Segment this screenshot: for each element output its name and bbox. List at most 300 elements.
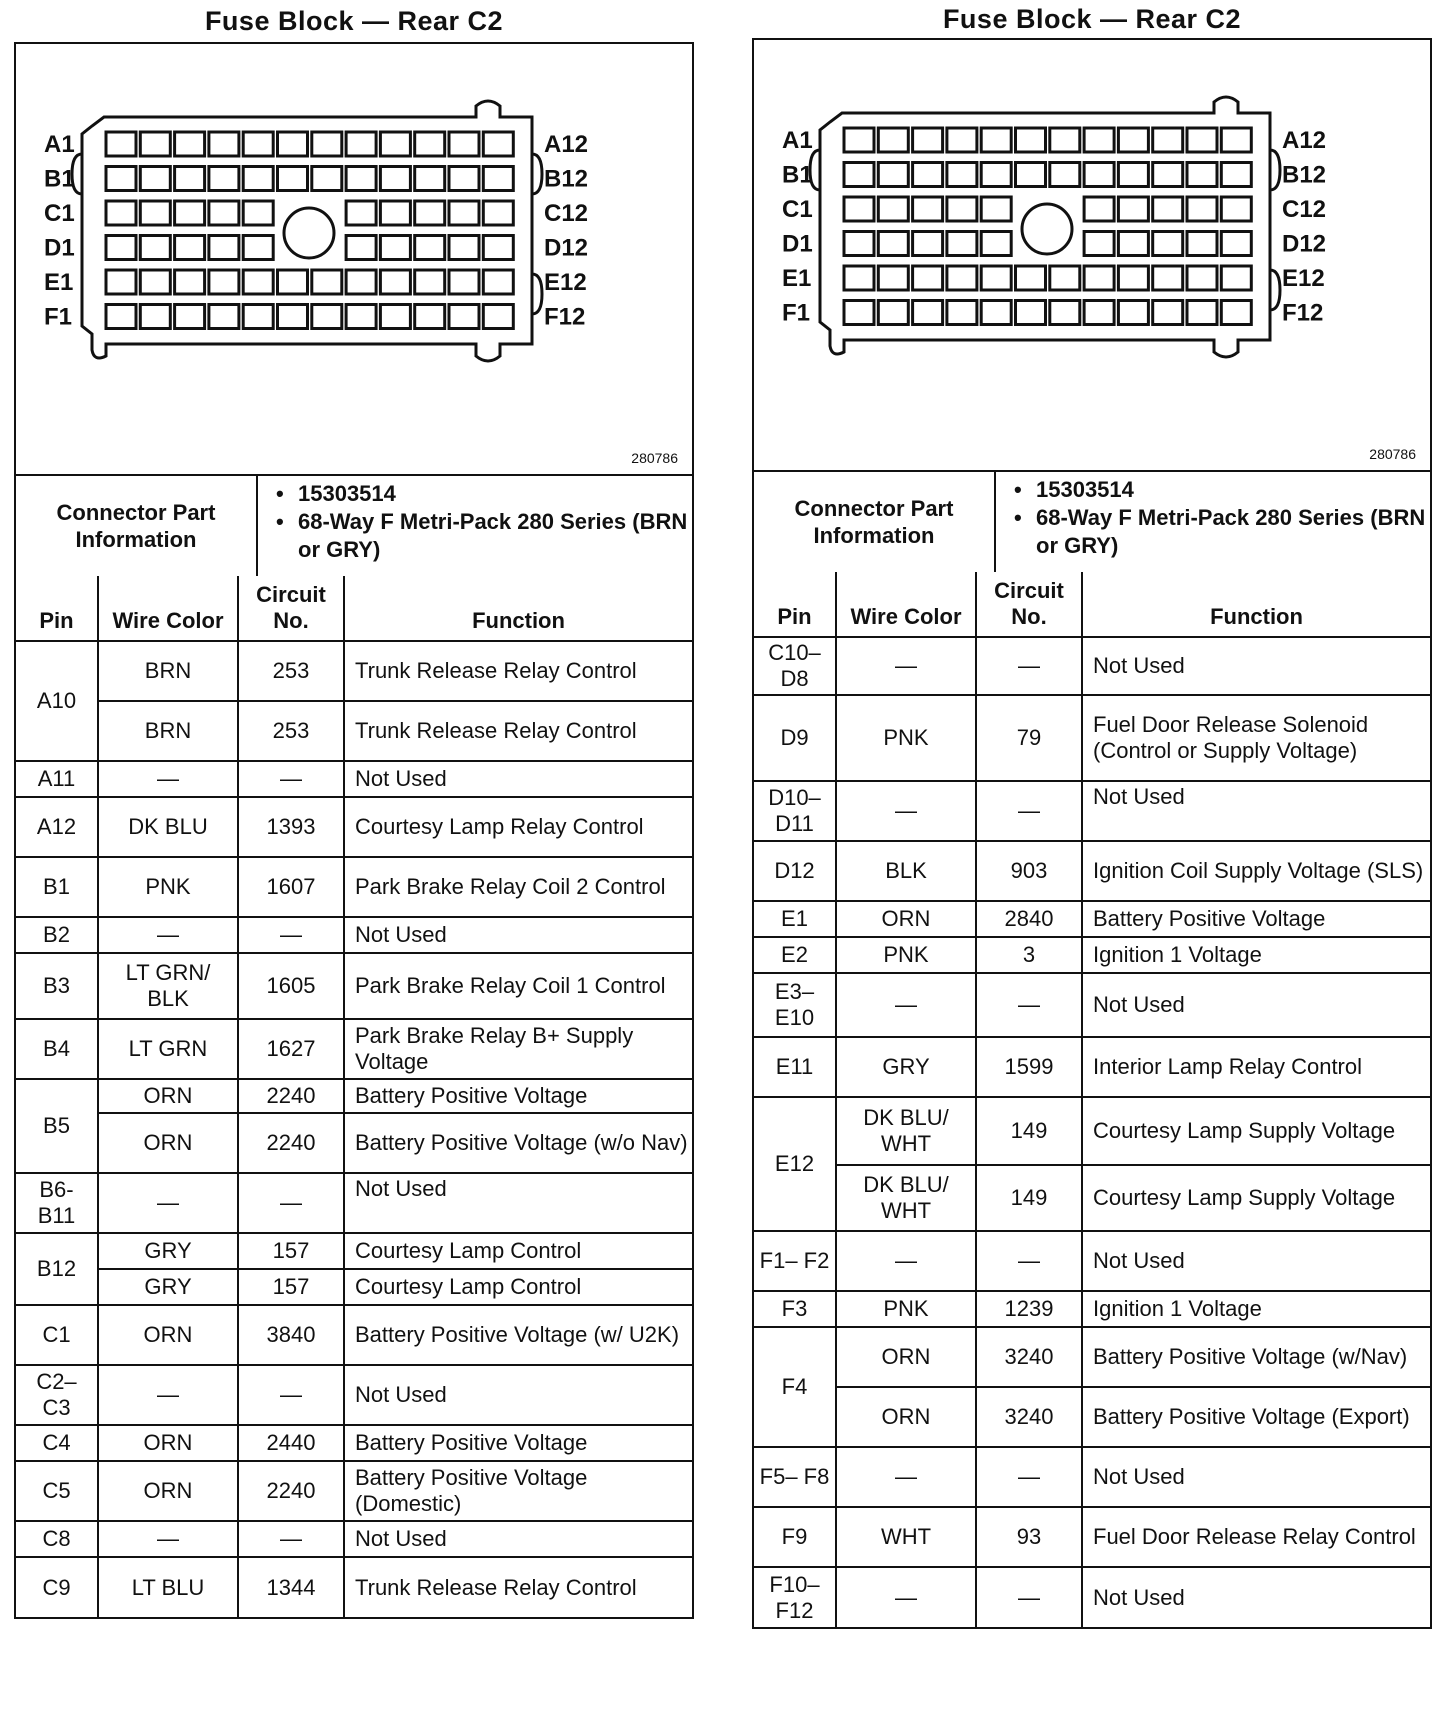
cavity-grid [844, 128, 1251, 325]
wire-cell: GRY [98, 1269, 238, 1305]
function-cell: Not Used [1082, 1231, 1430, 1291]
cavity [483, 305, 513, 329]
pin-cell: C10– D8 [754, 637, 836, 695]
circuit-cell: 3 [976, 937, 1082, 973]
function-cell: Trunk Release Relay Control [344, 1557, 692, 1617]
table-row [16, 1269, 692, 1305]
cavity [483, 132, 513, 156]
cavity [209, 236, 239, 260]
table-row [16, 1079, 692, 1113]
wire-cell: — [98, 1521, 238, 1557]
cavity [1187, 128, 1217, 152]
cavity [1153, 197, 1183, 221]
table-row [754, 1097, 1430, 1165]
cavity [878, 266, 908, 290]
cavity [175, 132, 205, 156]
wire-cell: — [836, 973, 976, 1037]
cavity [1016, 128, 1046, 152]
cavity [380, 132, 410, 156]
cavity [1016, 163, 1046, 187]
circuit-cell: 253 [238, 641, 344, 701]
cavity [1050, 266, 1080, 290]
function-cell: Trunk Release Relay Control [344, 701, 692, 761]
wire-cell: ORN [98, 1305, 238, 1365]
cavity [913, 128, 943, 152]
table-row [754, 901, 1430, 937]
cavity [140, 132, 170, 156]
function-cell: Courtesy Lamp Supply Voltage [1082, 1097, 1430, 1165]
circuit-cell: 93 [976, 1507, 1082, 1567]
cavity [106, 132, 136, 156]
function-cell: Not Used [344, 1521, 692, 1557]
cavity [346, 305, 376, 329]
wire-cell: BRN [98, 701, 238, 761]
row-label-left: B1 [782, 161, 813, 189]
pin-cell: B5 [16, 1079, 98, 1173]
pin-cell: C4 [16, 1425, 98, 1461]
cavity [346, 132, 376, 156]
table-row [754, 937, 1430, 973]
cavity [175, 236, 205, 260]
function-cell: Courtesy Lamp Relay Control [344, 797, 692, 857]
wire-cell: — [836, 637, 976, 695]
cavity [209, 270, 239, 294]
wire-cell: — [836, 1231, 976, 1291]
function-cell: Park Brake Relay Coil 2 Control [344, 857, 692, 917]
function-cell: Battery Positive Voltage [344, 1079, 692, 1113]
row-label-left: F1 [44, 303, 73, 331]
table-row [16, 1521, 692, 1557]
cavity [1050, 163, 1080, 187]
circuit-cell: — [976, 1231, 1082, 1291]
pin-cell: B2 [16, 917, 98, 953]
cavity [243, 167, 273, 191]
cavity [981, 232, 1011, 256]
cavity [1187, 232, 1217, 256]
table-row [16, 1173, 692, 1233]
row-label-right: D12 [544, 234, 589, 262]
row-label-right: D12 [1282, 230, 1327, 258]
header-wire-color: Wire Color [98, 576, 238, 641]
cavity [415, 270, 445, 294]
right-connector-svg [754, 40, 1430, 470]
left-figure-number: 280786 [631, 450, 678, 466]
pin-cell: F3 [754, 1291, 836, 1327]
right-panel [752, 0, 1432, 1629]
function-cell: Battery Positive Voltage (Domestic) [344, 1461, 692, 1521]
function-cell: Battery Positive Voltage (w/ U2K) [344, 1305, 692, 1365]
cavity [106, 270, 136, 294]
right-part-number: • 15303514 [1036, 476, 1430, 504]
wire-cell: ORN [98, 1461, 238, 1521]
row-label-right: A12 [544, 131, 589, 158]
cavity [1221, 163, 1251, 187]
pin-cell: C8 [16, 1521, 98, 1557]
wire-cell: ORN [98, 1425, 238, 1461]
header-wire-color: Wire Color [836, 572, 976, 637]
header-function: Function [1082, 572, 1430, 637]
cavity [844, 266, 874, 290]
function-cell: Battery Positive Voltage (Export) [1082, 1387, 1430, 1447]
cavity [947, 128, 977, 152]
row-labels [44, 131, 588, 331]
table-row [754, 1507, 1430, 1567]
wire-cell: WHT [836, 1507, 976, 1567]
cavity [981, 301, 1011, 325]
cavity [243, 201, 273, 225]
function-cell: Ignition 1 Voltage [1082, 937, 1430, 973]
wire-cell: ORN [836, 901, 976, 937]
cavity [981, 128, 1011, 152]
table-row [16, 1365, 692, 1425]
pin-cell: F10– F12 [754, 1567, 836, 1627]
function-cell: Not Used [344, 761, 692, 797]
cavity [844, 163, 874, 187]
circuit-cell: 3240 [976, 1327, 1082, 1387]
table-row [754, 973, 1430, 1037]
function-cell: Not Used [344, 917, 692, 953]
row-label-left: E1 [782, 265, 812, 292]
cavity [981, 197, 1011, 221]
cavity [1153, 232, 1183, 256]
header-circuit-no: Circuit No. [976, 572, 1082, 637]
table-row [16, 701, 692, 761]
cavity [878, 163, 908, 187]
row-label-right: E12 [544, 269, 587, 296]
row-label-right: B12 [1282, 161, 1327, 189]
row-label-left: F1 [782, 299, 811, 327]
circuit-cell: 2840 [976, 901, 1082, 937]
cavity [1221, 197, 1251, 221]
wire-cell: ORN [98, 1079, 238, 1113]
cavity [175, 270, 205, 294]
cavity [483, 167, 513, 191]
cavity [106, 236, 136, 260]
wire-cell: — [98, 761, 238, 797]
cavity [1187, 163, 1217, 187]
table-row [16, 797, 692, 857]
circuit-cell: — [976, 781, 1082, 841]
right-sheet [752, 38, 1432, 1629]
cavity [1153, 163, 1183, 187]
right-connector-info [754, 470, 1430, 572]
wire-cell: — [836, 781, 976, 841]
cavity [1187, 301, 1217, 325]
cavity [844, 232, 874, 256]
cavity [449, 305, 479, 329]
function-cell: Battery Positive Voltage (w/Nav) [1082, 1327, 1430, 1387]
cavity [1187, 197, 1217, 221]
cavity [483, 270, 513, 294]
cavity [1221, 266, 1251, 290]
cavity [278, 305, 308, 329]
circuit-cell: 157 [238, 1269, 344, 1305]
table-row [754, 1327, 1430, 1387]
cavity [380, 270, 410, 294]
table-row [16, 1233, 692, 1269]
cavity [878, 301, 908, 325]
circuit-cell: 1393 [238, 797, 344, 857]
pin-cell: B12 [16, 1233, 98, 1305]
circuit-cell: — [238, 1521, 344, 1557]
circuit-cell: 903 [976, 841, 1082, 901]
row-label-left: A1 [44, 131, 75, 158]
circuit-cell: 2240 [238, 1079, 344, 1113]
cavity [346, 201, 376, 225]
table-row [754, 1567, 1430, 1627]
cavity [380, 305, 410, 329]
cavity [278, 132, 308, 156]
function-cell: Interior Lamp Relay Control [1082, 1037, 1430, 1097]
circuit-cell: 149 [976, 1097, 1082, 1165]
function-cell: Park Brake Relay Coil 1 Control [344, 953, 692, 1019]
table-row [754, 695, 1430, 781]
cavity [1084, 163, 1114, 187]
left-connector-svg [16, 44, 692, 474]
wire-cell: DK BLU [98, 797, 238, 857]
function-cell: Not Used [344, 1173, 692, 1233]
cavity [1118, 301, 1148, 325]
pin-cell: F1– F2 [754, 1231, 836, 1291]
cavity [175, 201, 205, 225]
function-cell: Fuel Door Release Solenoid (Control or Supply Voltage) [1082, 695, 1430, 781]
function-cell: Battery Positive Voltage [1082, 901, 1430, 937]
table-row [754, 1387, 1430, 1447]
row-label-left: A1 [782, 127, 813, 154]
cavity [1084, 197, 1114, 221]
circuit-cell: 1605 [238, 953, 344, 1019]
cavity [243, 132, 273, 156]
circuit-cell: 149 [976, 1165, 1082, 1231]
table-header-row [16, 576, 692, 641]
cavity [1187, 266, 1217, 290]
cavity [106, 201, 136, 225]
table-row [16, 1461, 692, 1521]
cavity [1084, 301, 1114, 325]
cavity [981, 266, 1011, 290]
wire-cell: LT GRN [98, 1019, 238, 1079]
circuit-cell: — [238, 761, 344, 797]
cavity [209, 201, 239, 225]
header-function: Function [344, 576, 692, 641]
table-row [16, 1019, 692, 1079]
cavity [106, 167, 136, 191]
function-cell: Not Used [1082, 1567, 1430, 1627]
wire-cell: GRY [836, 1037, 976, 1097]
cavity [878, 197, 908, 221]
function-cell: Not Used [1082, 973, 1430, 1037]
function-cell: Ignition Coil Supply Voltage (SLS) [1082, 841, 1430, 901]
table-header-row [754, 572, 1430, 637]
function-cell: Fuel Door Release Relay Control [1082, 1507, 1430, 1567]
wire-cell: LT GRN/ BLK [98, 953, 238, 1019]
cavity [483, 236, 513, 260]
pin-cell: E1 [754, 901, 836, 937]
pin-cell: D12 [754, 841, 836, 901]
cavity [346, 236, 376, 260]
cavity [947, 232, 977, 256]
function-cell: Courtesy Lamp Control [344, 1233, 692, 1269]
header-pin: Pin [16, 576, 98, 641]
cavity [1084, 266, 1114, 290]
wire-cell: — [98, 917, 238, 953]
circuit-cell: 3840 [238, 1305, 344, 1365]
pin-cell: A11 [16, 761, 98, 797]
header-circuit-no: Circuit No. [238, 576, 344, 641]
cavity [844, 301, 874, 325]
function-cell: Park Brake Relay B+ Supply Voltage [344, 1019, 692, 1079]
header-pin: Pin [754, 572, 836, 637]
wire-cell: — [836, 1447, 976, 1507]
function-cell: Courtesy Lamp Control [344, 1269, 692, 1305]
cavity [449, 270, 479, 294]
pin-cell: C1 [16, 1305, 98, 1365]
left-connector-diagram [16, 44, 692, 474]
pin-cell: A10 [16, 641, 98, 761]
row-label-right: F12 [1282, 299, 1324, 327]
cavity [140, 236, 170, 260]
table-row [754, 1231, 1430, 1291]
function-cell: Battery Positive Voltage (w/o Nav) [344, 1113, 692, 1173]
cavity [415, 167, 445, 191]
cavity [415, 132, 445, 156]
pin-cell: F4 [754, 1327, 836, 1447]
right-pin-table [754, 572, 1430, 1627]
cavity [913, 266, 943, 290]
cavity [209, 132, 239, 156]
cavity [106, 305, 136, 329]
cavity [140, 167, 170, 191]
row-labels [782, 127, 1326, 327]
cavity [449, 236, 479, 260]
cavity-grid [106, 132, 513, 329]
pin-cell: C5 [16, 1461, 98, 1521]
cavity [483, 201, 513, 225]
cavity [175, 167, 205, 191]
wire-cell: PNK [836, 937, 976, 973]
cavity [1084, 232, 1114, 256]
cavity [947, 163, 977, 187]
wire-cell: — [836, 1567, 976, 1627]
cavity [1221, 301, 1251, 325]
row-label-right: B12 [544, 165, 589, 193]
function-cell: Not Used [1082, 1447, 1430, 1507]
cavity [140, 270, 170, 294]
table-row [16, 857, 692, 917]
row-label-right: E12 [1282, 265, 1325, 292]
cavity [380, 201, 410, 225]
cavity [913, 301, 943, 325]
table-row [754, 841, 1430, 901]
cavity [913, 163, 943, 187]
table-row [16, 1557, 692, 1617]
cavity [1118, 128, 1148, 152]
row-label-left: C1 [44, 200, 75, 227]
left-panel [14, 0, 694, 1619]
wire-cell: BLK [836, 841, 976, 901]
cavity [243, 270, 273, 294]
circuit-cell: 3240 [976, 1387, 1082, 1447]
pin-cell: D9 [754, 695, 836, 781]
right-connector-diagram [754, 40, 1430, 470]
circuit-cell: 1344 [238, 1557, 344, 1617]
table-row [754, 1291, 1430, 1327]
wire-cell: PNK [836, 695, 976, 781]
cavity [312, 270, 342, 294]
cavity [947, 266, 977, 290]
wire-cell: ORN [836, 1387, 976, 1447]
cavity [1084, 128, 1114, 152]
table-row [754, 637, 1430, 695]
cavity [243, 236, 273, 260]
wire-cell: — [98, 1365, 238, 1425]
row-label-right: C12 [1282, 196, 1327, 223]
cavity [415, 236, 445, 260]
pin-cell: C9 [16, 1557, 98, 1617]
wire-cell: ORN [98, 1113, 238, 1173]
circuit-cell: — [976, 1447, 1082, 1507]
row-label-left: B1 [44, 165, 75, 193]
right-part-desc: • 68-Way F Metri-Pack 280 Series (BRN or GRY) [1036, 504, 1430, 560]
left-connector-label: Connector Part Information [16, 476, 258, 576]
cavity [380, 167, 410, 191]
cavity [312, 132, 342, 156]
left-part-number: • 15303514 [298, 480, 692, 508]
function-cell: Not Used [344, 1365, 692, 1425]
row-label-left: C1 [782, 196, 813, 223]
pin-cell: E3– E10 [754, 973, 836, 1037]
wire-cell: PNK [836, 1291, 976, 1327]
circuit-cell: — [238, 1365, 344, 1425]
row-label-right: C12 [544, 200, 589, 227]
pin-cell: B6- B11 [16, 1173, 98, 1233]
table-row [16, 953, 692, 1019]
cavity [1153, 266, 1183, 290]
cavity [243, 305, 273, 329]
pin-cell: D10– D11 [754, 781, 836, 841]
circuit-cell: 2240 [238, 1461, 344, 1521]
wire-cell: LT BLU [98, 1557, 238, 1617]
function-cell: Courtesy Lamp Supply Voltage [1082, 1165, 1430, 1231]
pin-cell: B4 [16, 1019, 98, 1079]
row-label-left: D1 [44, 234, 75, 262]
cavity [981, 163, 1011, 187]
circuit-cell: — [976, 973, 1082, 1037]
cavity [1118, 232, 1148, 256]
row-label-right: A12 [1282, 127, 1327, 154]
pin-cell: E11 [754, 1037, 836, 1097]
cavity [913, 197, 943, 221]
cavity [1221, 232, 1251, 256]
cavity [1153, 128, 1183, 152]
circuit-cell: 2240 [238, 1113, 344, 1173]
cavity [878, 128, 908, 152]
cavity [140, 305, 170, 329]
cavity [844, 197, 874, 221]
cavity [415, 201, 445, 225]
table-row [754, 781, 1430, 841]
cavity [947, 301, 977, 325]
wire-cell: DK BLU/ WHT [836, 1165, 976, 1231]
pin-cell: E2 [754, 937, 836, 973]
function-cell: Not Used [1082, 637, 1430, 695]
cavity [1118, 266, 1148, 290]
pin-cell: F9 [754, 1507, 836, 1567]
pin-cell: E12 [754, 1097, 836, 1231]
circuit-cell: 79 [976, 695, 1082, 781]
circuit-cell: — [976, 637, 1082, 695]
circuit-cell: — [238, 1173, 344, 1233]
